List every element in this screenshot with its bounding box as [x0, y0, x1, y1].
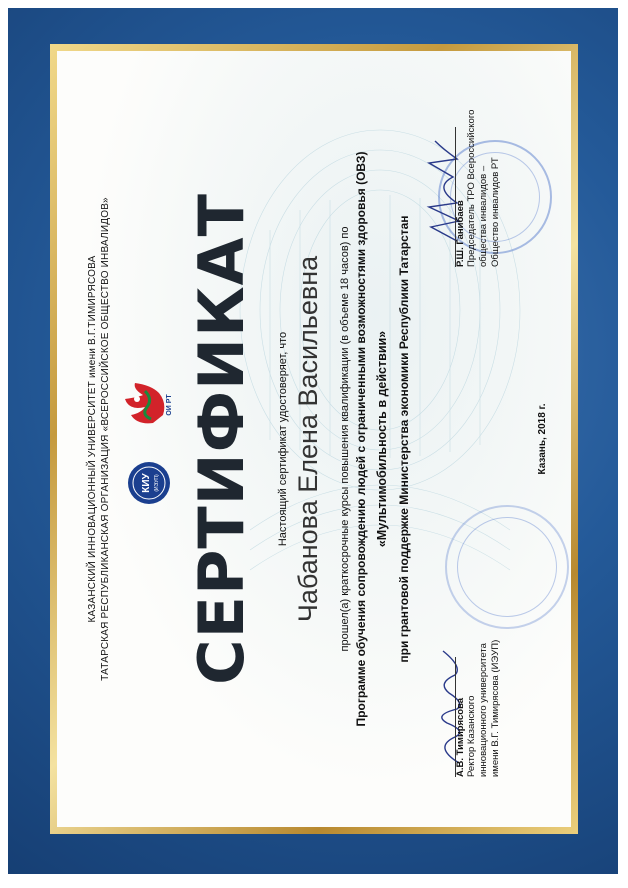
kiu-logo-subtext: (ИЭУП): [154, 474, 160, 492]
course-description: прошел(а) краткосрочные курсы повышения квалификации (в объеме 18 часов) по: [339, 226, 351, 652]
signatory-left-name: А.В. Тимирясова: [455, 697, 466, 777]
org-line-1: КАЗАНСКИЙ ИННОВАЦИОННЫЙ УНИВЕРСИТЕТ имени В.Г.ТИМИРЯСОВА: [87, 255, 98, 623]
signatory-left-role-2: инновационного университета: [478, 643, 489, 777]
certificate-content: [57, 51, 571, 827]
signatory-left-role-3: имени В.Г. Тимирясова (ИЭУП): [490, 639, 501, 777]
certificate-title: СЕРТИФИКАТ: [185, 193, 258, 685]
signatory-left-role-1: Ректор Казанского: [466, 695, 477, 777]
org-line-2: ТАТАРСКАЯ РЕСПУБЛИКАНСКАЯ ОРГАНИЗАЦИЯ «ВСЕРОССИЙСКОЕ ОБЩЕСТВО ИНВАЛИДОВ»: [100, 197, 111, 681]
certificate-lead: Настоящий сертификат удостоверяет, что: [277, 331, 289, 547]
kiu-logo-text: КИУ: [141, 473, 152, 493]
kiu-logo: [127, 461, 171, 505]
signatory-right-role-1: Председатель ТРО Всероссийского: [466, 109, 477, 267]
city-year: Казань, 2018 г.: [537, 403, 548, 475]
signatory-right-name: Р.Ш. Ганибаев: [455, 200, 466, 267]
signatory-right-role-2: общества инвалидов –: [478, 165, 489, 267]
signatory-right: [455, 87, 502, 267]
grant-support: при грантовой поддержке Министерства экономики Республики Татарстан: [397, 215, 411, 663]
oi-rt-logo: [123, 381, 173, 429]
signatory-right-role-3: Общество инвалидов РТ: [490, 157, 501, 267]
recipient-name: Чабанова Елена Васильевна: [293, 255, 323, 623]
program-name: «Мультимобильность в действии»: [375, 330, 389, 548]
oi-rt-logo-text: ОИ РТ: [166, 394, 173, 416]
signatory-left: [455, 577, 502, 777]
program-title: Программе обучения сопровождению людей с ограниченными возможностями здоровья (ОВЗ): [354, 151, 368, 727]
